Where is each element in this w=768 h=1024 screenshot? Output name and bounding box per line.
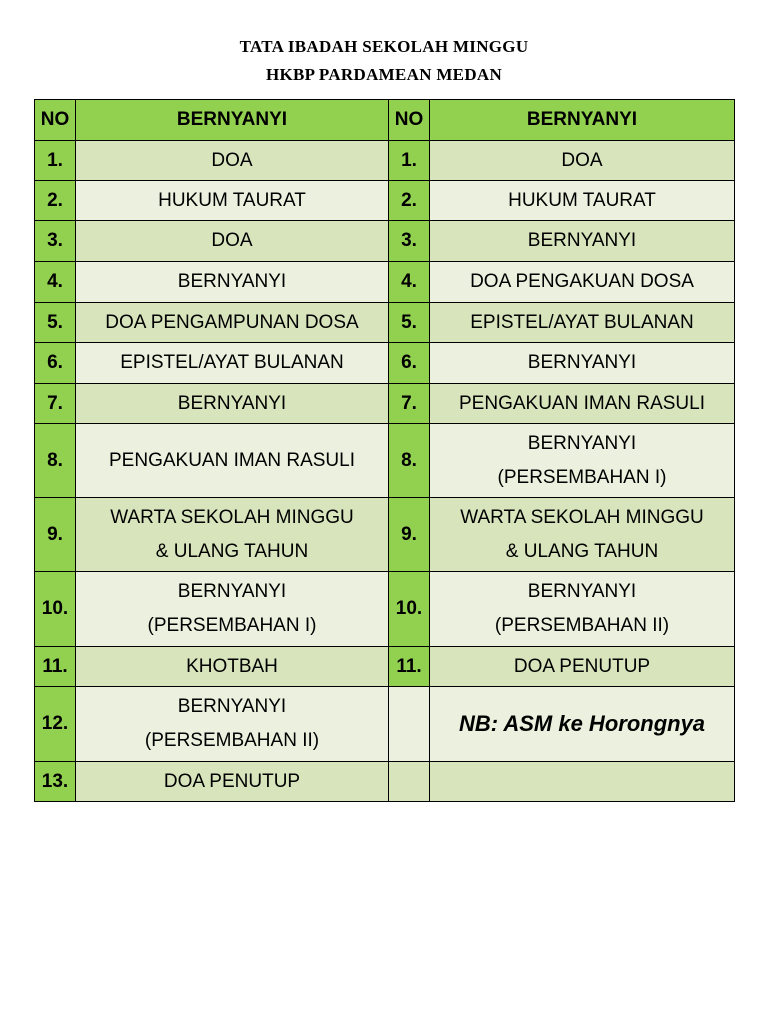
row-item-right: PENGAKUAN IMAN RASULI [430, 384, 735, 424]
table-row [35, 498, 735, 572]
row-item-left: DOA PENUTUP [76, 762, 389, 802]
row-number-right: 4. [389, 262, 430, 303]
row-item-right: BERNYANYI (PERSEMBAHAN II) [430, 572, 735, 647]
row-item-left: DOA [76, 141, 389, 181]
row-number-right: 10. [389, 572, 430, 647]
header-no-left: NO [35, 100, 76, 141]
row-number-right: 9. [389, 498, 430, 572]
row-item-left: EPISTEL/AYAT BULANAN [76, 343, 389, 384]
page-subtitle: HKBP PARDAMEAN MEDAN [265, 65, 503, 84]
row-number-left: 5. [35, 303, 76, 343]
row-item-left: DOA [76, 221, 389, 262]
row-number-right: 5. [389, 303, 430, 343]
row-item-left: BERNYANYI [76, 384, 389, 424]
row-item-right [430, 762, 735, 802]
row-item-right: DOA PENGAKUAN DOSA [430, 262, 735, 303]
row-item-left: BERNYANYI [76, 262, 389, 303]
row-number-right: 2. [389, 181, 430, 221]
row-number-left: 10. [35, 572, 76, 647]
row-item-right: DOA [430, 141, 735, 181]
page-title: TATA IBADAH SEKOLAH MINGGU [239, 37, 529, 56]
table-row [35, 647, 735, 687]
table-row [35, 141, 735, 181]
row-item-left: HUKUM TAURAT [76, 181, 389, 221]
row-item-right: BERNYANYI (PERSEMBAHAN I) [430, 424, 735, 498]
row-number-right: 11. [389, 647, 430, 687]
table-row [35, 687, 735, 762]
row-item-right: HUKUM TAURAT [430, 181, 735, 221]
row-number-left: 3. [35, 221, 76, 262]
row-number-right: 7. [389, 384, 430, 424]
row-item-left: PENGAKUAN IMAN RASULI [76, 424, 389, 498]
row-number-left: 4. [35, 262, 76, 303]
table-row [35, 343, 735, 384]
row-number-right [389, 762, 430, 802]
table-row [35, 572, 735, 647]
header-bernyanyi-right: BERNYANYI [430, 100, 735, 141]
liturgy-table [34, 99, 735, 802]
row-number-left: 11. [35, 647, 76, 687]
row-item-right: BERNYANYI [430, 221, 735, 262]
row-item-right: DOA PENUTUP [430, 647, 735, 687]
row-item-right: EPISTEL/AYAT BULANAN [430, 303, 735, 343]
row-item-right: BERNYANYI [430, 343, 735, 384]
row-number-left: 13. [35, 762, 76, 802]
row-item-left: BERNYANYI (PERSEMBAHAN II) [76, 687, 389, 762]
header-bernyanyi-left: BERNYANYI [76, 100, 389, 141]
nb-note: NB: ASM ke Horongnya [430, 687, 735, 762]
row-item-left: KHOTBAH [76, 647, 389, 687]
row-number-right: 6. [389, 343, 430, 384]
row-number-left: 12. [35, 687, 76, 762]
row-number-left: 9. [35, 498, 76, 572]
row-item-left: DOA PENGAMPUNAN DOSA [76, 303, 389, 343]
row-number-left: 7. [35, 384, 76, 424]
table-row [35, 181, 735, 221]
table-row [35, 384, 735, 424]
row-number-right [389, 687, 430, 762]
row-number-left: 6. [35, 343, 76, 384]
table-row [35, 262, 735, 303]
row-number-right: 3. [389, 221, 430, 262]
row-number-left: 8. [35, 424, 76, 498]
table-row [35, 221, 735, 262]
table-header-row [35, 100, 735, 141]
row-item-left: BERNYANYI (PERSEMBAHAN I) [76, 572, 389, 647]
row-number-left: 1. [35, 141, 76, 181]
row-item-right: WARTA SEKOLAH MINGGU & ULANG TAHUN [430, 498, 735, 572]
row-number-right: 8. [389, 424, 430, 498]
row-number-left: 2. [35, 181, 76, 221]
table-row [35, 424, 735, 498]
table-row [35, 303, 735, 343]
row-item-left: WARTA SEKOLAH MINGGU & ULANG TAHUN [76, 498, 389, 572]
table-row [35, 762, 735, 802]
row-number-right: 1. [389, 141, 430, 181]
header-no-right: NO [389, 100, 430, 141]
